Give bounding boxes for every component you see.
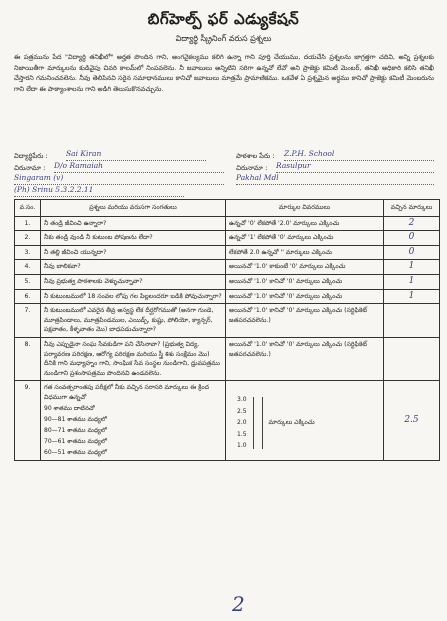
student-name-label: విద్యార్థిపేరు : [14, 152, 48, 160]
row-question: నీ కుటుంబములో ఎవరైన తీవ్ర అస్వస్థ లేక దీర్ఘరోగముతో (అనగా గుండె, మూత్రపిండాలు, మూత్రపిండముల, ఎయిడ్స్, కుష్టు, పోలియో, క్యాన్సర్, పక్షవాతం, కీళ్ళవాతం మొ) బాధపడుచున్నారా? [41, 304, 226, 338]
row-marks: లేకపోతే 2.0 ఉన్నచో '' మార్కులు ఎక్కించు [226, 245, 384, 260]
row-question: నీకు తండ్రి వుండి నీ కుటుంబ పోషణను లేదా? [41, 231, 226, 246]
row-no: 5. [15, 274, 41, 289]
row-no: 7. [15, 304, 41, 338]
table-row [15, 216, 440, 231]
grade-item: 60—51 శాతము మధ్యలో [44, 448, 107, 456]
row-question: నీవు ఎప్పుడైనా సంఘ సేవకుడిగా పని చేసినావా? (ప్రభుత్వ విద్య, పర్యావరణ పరిరక్షణ, ఆరోగ్య పరిరక్షణ మరియు స్త్రీ శిశు సంక్షేమం మొ) దీనికి గాని మధ్యాహ్నం గాని, సాంఘిక సేవ సంస్థల నుండిగాని, ధ్రువపత్రము నుండిగాని ప్రశంసాపత్రము పొందినవి ఉండవలెను. [41, 337, 226, 380]
grade-item: 80—71 శాతము మధ్యలో [44, 426, 107, 434]
table-row [15, 337, 440, 380]
row-marks-grades [226, 381, 384, 460]
row-question-grades [41, 381, 226, 460]
document-subtitle: విద్యార్థి స్క్రీనింగ్ వరుస ప్రశ్నలు [175, 34, 272, 43]
grade-item: 70—61 శాతము మధ్యలో [44, 437, 107, 445]
table-row [15, 304, 440, 338]
table-row [15, 231, 440, 246]
table-row [15, 381, 440, 460]
row-score[interactable]: 0 [384, 245, 440, 260]
row-no: 6. [15, 289, 41, 304]
student-info-fields [14, 151, 439, 199]
table-row [15, 245, 440, 260]
phone-value[interactable]: (Ph) Srinu 5.3.2.2.11 [14, 185, 184, 197]
row-marks: అయినచో '1.0' కాకుంటే '0' మార్కులు ఎక్కించు [226, 260, 384, 275]
grade-score: 3.0 [237, 396, 247, 403]
row-marks: ఉన్నచో '0' లేకపోతే '2.0' మార్కులు ఎక్కించు [226, 216, 384, 231]
address-label: చిరునామా : [14, 164, 46, 172]
mandal-value[interactable]: Pakhal Mdl [236, 173, 434, 185]
address2-value[interactable]: Rasulpur [276, 161, 434, 173]
address2-label: చిరునామా : [236, 164, 268, 172]
table-row [15, 289, 440, 304]
row-question: నీ తండ్రి జీవించి ఉన్నారా? [41, 216, 226, 231]
row-marks: ఉన్నచో '1' లేకపోతే '0' మార్కులు ఎక్కించు [226, 231, 384, 246]
row-no: 3. [15, 245, 41, 260]
grade-score: 1.5 [237, 430, 247, 438]
header-score: వచ్చిన మార్కులు [384, 200, 440, 217]
header-question: ప్రశ్నలు మరియు వరుసగా సంగతులు [41, 200, 226, 217]
row-no: 1. [15, 216, 41, 231]
row-marks: అయినచో '1.0' కానిచో '0' మార్కులు ఎక్కించు (సర్టిఫికెట్ జతపరచవలెను.) [226, 337, 384, 380]
row-marks: అయినచో '1.0' కానిచో '0' మార్కులు ఎక్కించు [226, 289, 384, 304]
grade-list [44, 403, 222, 458]
table-row [15, 274, 440, 289]
row-score[interactable]: 0 [384, 231, 440, 246]
grade-scale [229, 394, 247, 452]
address-line2-value[interactable]: Singaram (v) [14, 173, 224, 185]
row-score[interactable]: 2 [384, 216, 440, 231]
grade-item: 90—81 శాతము మధ్యలో [44, 415, 107, 423]
row-score[interactable]: 1 [384, 289, 440, 304]
row-question: నీవు బాలికవా? [41, 260, 226, 275]
grade-score: 2.5 [237, 407, 247, 415]
school-name-label: పాఠశాల పేరు : [236, 152, 275, 160]
table-header-row [15, 200, 440, 217]
header-no: వ.సం. [15, 200, 41, 217]
row-score[interactable] [384, 337, 440, 380]
instructions-paragraph: ఈ పత్రమును పేద "విద్యార్థి తనిఖీలో" అర్హత పొందిన గాని, అంగవైకల్యము కలిగి ఉన్నా గాని పూర్తి చేయుము, దయచేసి ప్రశ్నలను జాగ్రత్తగా చదివి, అన్ని ప్రశ్నలకు నిజాయితీగా మార్కులను కుడివైపు చివరి కాలమ్‌లో నింపవలెను. నీ జవాబులు అన్నిటిని సరిగా ఉన్నవో లేవో అని ప్రాజెక్టు కమిటీ మెంబర్, తనిఖీ అధికారి కలిసి తనిఖీ చేస్తారని గమనించవలెను. నీవు తెలిపినవి సరైన సమాధానములు కానిచో జవాబులు మాత్రమే ప్రామాణికము. ఒకవేళ ఏ ప్రశ్నమైన అర్థము కానిచో ప్రాజెక్టు కమిటీ మెంబరును గాని లేదా ఈ పాఠ్యాంశాలను గాని అడిగి తెలుసుకొనవచ్చును. [14, 53, 434, 93]
row-question: నీ కుటుంబములో 18 సంవల లోపు గల పిల్లలందరూ బడికి పోవుచున్నారా? [41, 289, 226, 304]
signature-mark: 2 [232, 592, 245, 616]
document-title: బిగ్‌హెల్ప్ ఫర్ ఎడ్యుకేషన్ [147, 10, 300, 28]
table-row [15, 260, 440, 275]
grade-score: 2.0 [237, 419, 247, 426]
header-marks-detail: మార్కుల వివరములు [226, 200, 384, 217]
row-no: 8. [15, 337, 41, 380]
screening-table [14, 199, 440, 461]
row-no: 4. [15, 260, 41, 275]
bracket-icon [253, 397, 263, 449]
row-score[interactable] [384, 304, 440, 338]
row-question: నీవు ప్రభుత్వ పాఠశాలకు వెళ్ళుచున్నావా? [41, 274, 226, 289]
row-score[interactable]: 2.5 [384, 381, 440, 460]
grade-item: 90 శాతము దాటినచో [44, 404, 95, 412]
row-score[interactable]: 1 [384, 274, 440, 289]
row-no: 9. [15, 381, 41, 460]
row-marks: మార్కులు ఎక్కించు [268, 418, 315, 426]
grade-score: 1.0 [237, 442, 247, 449]
row-marks: అయినచో '1.0' కానిచో '0' మార్కులు ఎక్కించు (సర్టిఫికెట్ జతపరచవలెను.) [226, 304, 384, 338]
row-score[interactable]: 1 [384, 260, 440, 275]
address-value[interactable]: D/o Ramaiah [54, 161, 224, 173]
row-no: 2. [15, 231, 41, 246]
row-question: గత సంవత్సరాంతపు పరీక్షలో నీకు వచ్చిన సరాసరి మార్కులు ఈ క్రింద విధముగా ఉన్నచో [44, 384, 209, 401]
student-name-value[interactable]: Sai Kiran [66, 149, 206, 161]
field-row-4 [14, 187, 439, 199]
row-question: నీ తల్లి జీవించి యున్నదా? [41, 245, 226, 260]
school-name-value[interactable]: Z.P.H. School [284, 149, 434, 161]
row-marks: అయినచో '1.0' కానిచో '0' మార్కులు ఎక్కించు [226, 274, 384, 289]
